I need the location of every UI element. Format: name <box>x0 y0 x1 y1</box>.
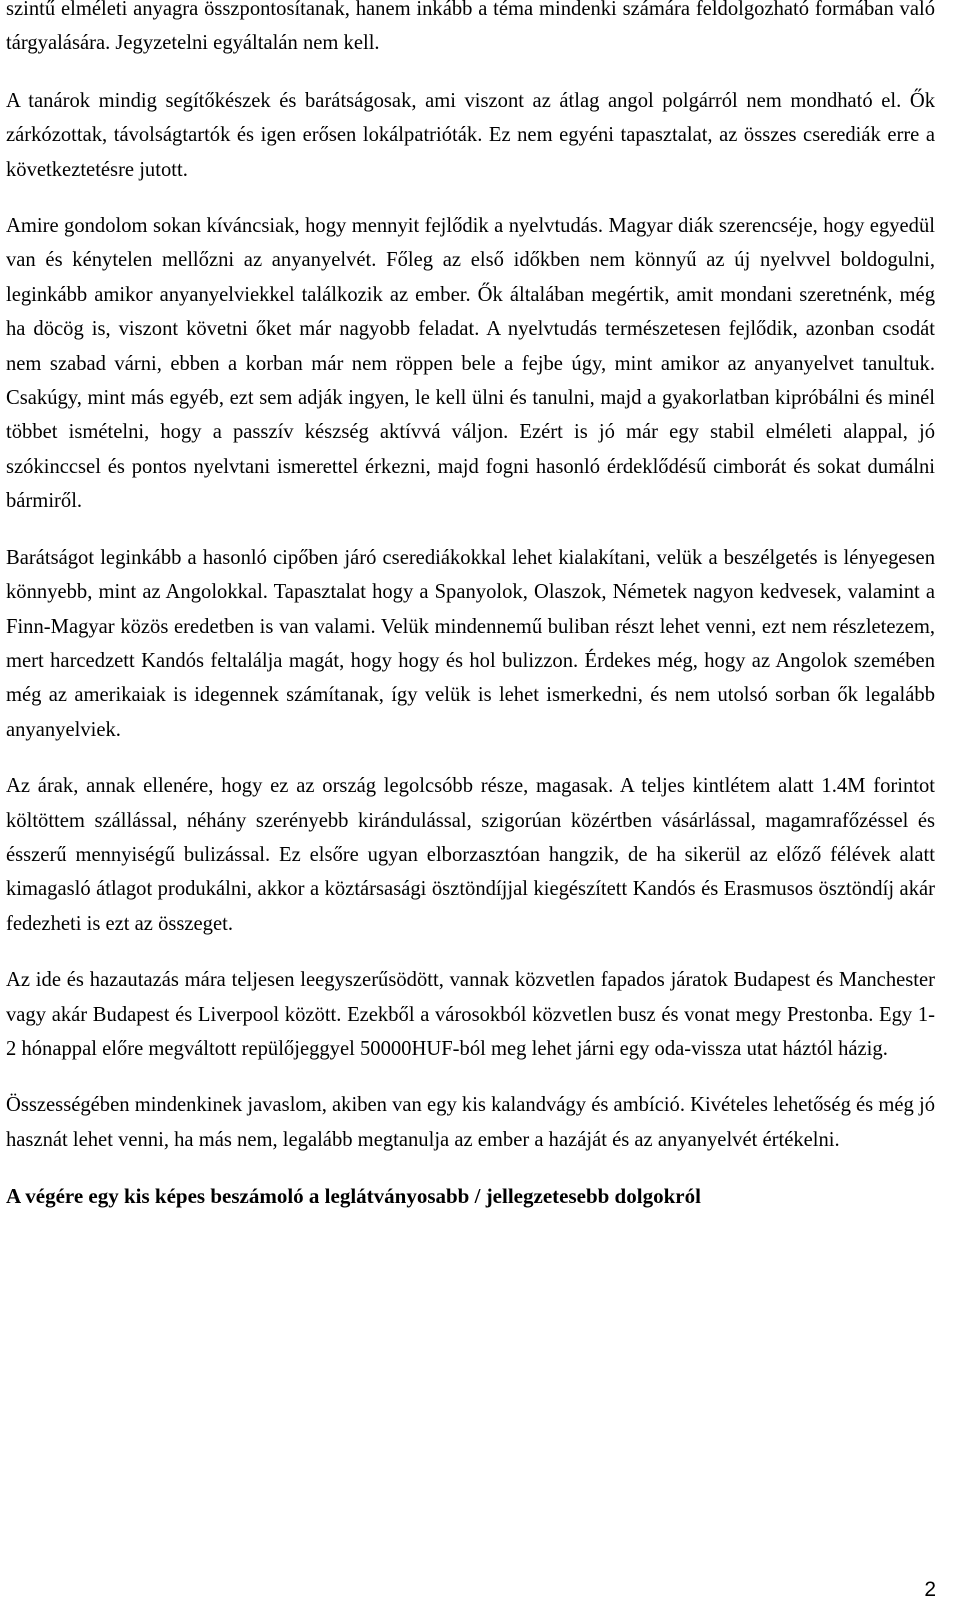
paragraph-1: szintű elméleti anyagra összpontosítanak, hanem inkább a téma mindenki számára feldolgozható formában való tárgyalására. Jegyzetelni egyáltalán nem kell. <box>6 0 935 55</box>
paragraph-3: Amire gondolom sokan kíváncsiak, hogy mennyit fejlődik a nyelvtudás. Magyar diák szerencséje, hogy egyedül van és kénytelen mellőzni az anyanyelvét. Főleg az első időkben nem könnyű az új nyelvvel boldogulni, leginkább amikor anyanyelviekkel találkozik az ember. Ők általában megértik, amit mondani szeretnénk, még ha döcög is, viszont követni őket már nagyobb feladat. A nyelvtudás természetesen fejlődik, azonban csodát nem szabad várni, ebben a korban már nem röppen bele a fejbe úgy, mint amikor az anyanyelvet tanultuk. Csakúgy, mint más egyéb, ezt sem adják ingyen, le kell ülni és tanulni, majd a gyakorlatban kipróbálni és minél többet ismételni, hogy a passzív készség aktívvá váljon. Ezért is jó már egy stabil elméleti alappal, jó szókinccsel és pontos nyelvtani ismerettel érkezni, majd fogni hasonló érdeklődésű cimborát és sokat dumálni bármiről. <box>6 215 935 513</box>
page-number: 2 <box>924 1578 936 1601</box>
section-heading: A végére egy kis képes beszámoló a leglátványosabb / jellegzetesebb dolgokról <box>6 1184 701 1209</box>
document-page <box>6 0 935 1213</box>
paragraph-7: Összességében mindenkinek javaslom, akiben van egy kis kalandvágy és ambíció. Kivételes lehetőség és még jó hasznát lehet venni, ha más nem, legalább megtanulja az ember a hazáját és az anyanyelvét értékelni. <box>6 1094 935 1151</box>
paragraph-6: Az ide és hazautazás mára teljesen leegyszerűsödött, vannak közvetlen fapados járatok Budapest és Manchester vagy akár Budapest és Liverpool között. Ezekből a városokból közvetlen busz és vonat megy Prestonba. Egy 1-2 hónappal előre megváltott repülőjeggyel 50000HUF-ból meg lehet járni egy oda-vissza utat háztól házig. <box>6 969 935 1060</box>
paragraph-5: Az árak, annak ellenére, hogy ez az ország legolcsóbb része, magasak. A teljes kintlétem alatt 1.4M forintot költöttem szállással, néhány szerényebb kirándulással, szigorúan közértben vásárlással, magamrafőzéssel és ésszerű mennyiségű bulizással. Ez elsőre ugyan elborzasztóan hangzik, de ha sikerül az előző félévek alatt kimagasló átlagot produkálni, akkor a köztársasági ösztöndíjjal kiegészített Kandós és Erasmusos ösztöndíj akár fedezheti is ezt az összeget. <box>6 775 935 935</box>
paragraph-2: A tanárok mindig segítőkészek és barátságosak, ami viszont az átlag angol polgárról nem mondható el. Ők zárkózottak, távolságtartók és igen erősen lokálpatrióták. Ez nem egyéni tapasztalat, az összes cserediák erre a következtetésre jutott. <box>6 89 935 181</box>
paragraph-4: Barátságot leginkább a hasonló cipőben járó cserediákokkal lehet kialakítani, velük a beszélgetés is lényegesen könnyebb, mint az Angolokkal. Tapasztalat hogy a Spanyolok, Olaszok, Németek nagyon kedvesek, valamint a Finn-Magyar közös eredetben is van valami. Velük mindennemű buliban részt lehet venni, ezt nem részletezem, mert harcedzett Kandós feltalálja magát, hogy hogy és hol bulizzon. Érdekes még, hogy az Angolok szemében még az amerikaiak is idegennek számítanak, így velük is lehet ismerkedni, és nem utolsó sorban ők legalább anyanyelviek. <box>6 546 935 741</box>
